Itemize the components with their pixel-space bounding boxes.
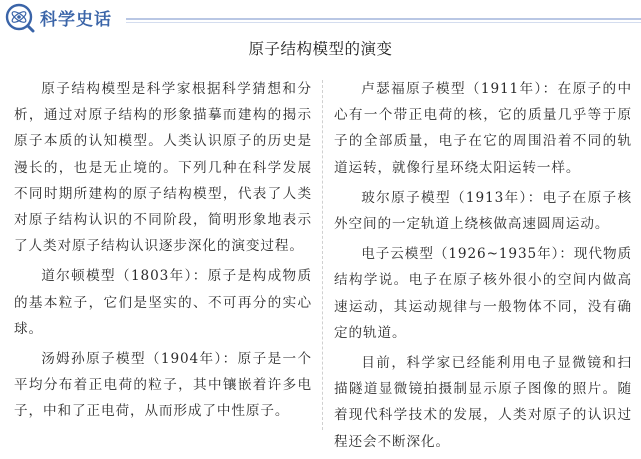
section-label: 科学史话 [40,10,112,30]
paragraph-bohr-model: 玻尔原子模型（1913年）：电子在原子核外空间的一定轨道上绕核做高速圆周运动。 [334,189,632,233]
column-divider [322,80,323,430]
paragraph-intro: 原子结构模型是科学家根据科学猜想和分析，通过对原子结构的形象描摹而建构的揭示原子本质的认知模型。人类认识原子的历史是漫长的，也是无止境的。下列几种在科学发展不同时期所建构的原子结构模型，代表了人类对原子结构认识的不同阶段，简明形象地表示了人类对原子结构认识逐步深化的演变过程。 [14,81,312,255]
paragraph-thomson-model: 汤姆孙原子模型（1904年）：原子是一个平均分布着正电荷的粒子，其中镶嵌着许多电子，中和了正电荷，从而形成了中性原子。 [14,351,312,420]
right-column [334,76,632,459]
paragraph-rutherford-model: 卢瑟福原子模型（1911年）：在原子的中心有一个带正电荷的核，它的质量几乎等于原子的全部质量，电子在它的周围沿着不同的轨道运转，就像行星环绕太阳运转一样。 [334,81,632,176]
header-rule [126,18,641,20]
paragraph-electron-cloud-model: 电子云模型（1926~1935年）：现代物质结构学说。电子在原子核外很小的空间内做高速运动，其运动规律与一般物体不同，没有确定的轨道。 [334,246,632,341]
header-rule-thin [126,22,641,23]
paragraph-dalton-model: 道尔顿模型（1803年）：原子是构成物质的基本粒子，它们是坚实的、不可再分的实心球。 [14,268,312,337]
left-column [14,76,312,429]
magnifier-atom-icon [5,3,35,33]
article-title: 原子结构模型的演变 [248,40,393,58]
section-header [0,0,641,36]
paragraph-conclusion: 目前，科学家已经能利用电子显微镜和扫描隧道显微镜拍摄制显示原子图像的照片。随着现代科学技术的发展，人类对原子的认识过程还会不断深化。 [334,355,632,450]
